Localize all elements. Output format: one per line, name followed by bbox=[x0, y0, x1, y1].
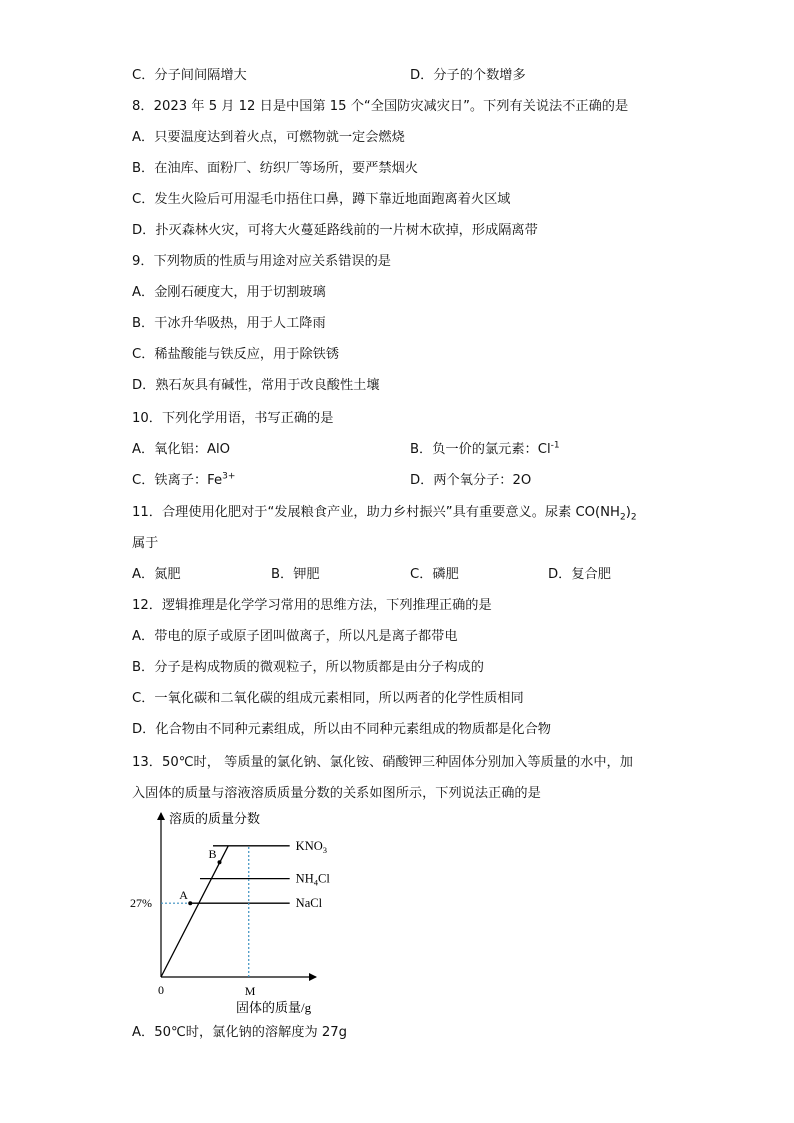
origin-label: 0 bbox=[158, 983, 164, 997]
y-axis-label: 溶质的质量分数 bbox=[169, 811, 261, 826]
q12-option-d: D．化合物由不同种元素组成，所以由不同种元素组成的物质都是化合物 bbox=[132, 722, 551, 737]
q9-option-d: D．熟石灰具有碱性，常用于改良酸性土壤 bbox=[132, 378, 380, 393]
q10-option-c-sup: 3+ bbox=[222, 471, 236, 482]
q9-option-a: A．金刚石硬度大，用于切割玻璃 bbox=[132, 285, 326, 300]
y-tick-label-27: 27% bbox=[130, 896, 152, 911]
q7-option-c: C．分子间间隔增大 bbox=[132, 68, 247, 83]
q11-option-a: A．氮肥 bbox=[132, 567, 181, 582]
q10-option-c bbox=[132, 472, 235, 490]
q13-stem-line1: 13．50℃时， 等质量的氯化钠、氯化铵、硝酸钾三种固体分别加入等质量的水中，加 bbox=[132, 755, 633, 770]
point-label-b: B bbox=[208, 847, 217, 862]
q12-option-a: A．带电的原子或原子团叫做离子，所以凡是离子都带电 bbox=[132, 629, 458, 644]
x-axis-label: 固体的质量/g bbox=[236, 1000, 312, 1015]
q12-stem: 12．逻辑推理是化学学习常用的思维方法，下列推理正确的是 bbox=[132, 598, 492, 613]
q10-option-b bbox=[410, 441, 560, 459]
q8-option-d: D．扑灭森林火灾，可将大火蔓延路线前的一片树木砍掉，形成隔离带 bbox=[132, 223, 538, 238]
q11-option-c: C．磷肥 bbox=[410, 567, 459, 582]
x-tick-label-m: M bbox=[244, 984, 256, 998]
q8-option-a: A．只要温度达到着火点，可燃物就一定会燃烧 bbox=[132, 130, 405, 145]
q10-option-b-sup: -1 bbox=[550, 440, 560, 451]
q11-stem-sub: 2 bbox=[619, 512, 626, 523]
q13-stem-line2: 入固体的质量与溶液溶质质量分数的关系如图所示，下列说法正确的是 bbox=[132, 786, 541, 801]
q9-stem: 9．下列物质的性质与用途对应关系错误的是 bbox=[132, 254, 391, 269]
q10-option-b-text: B．负一价的氯元素：Cl bbox=[410, 442, 551, 457]
q13-option-a: A．50℃时，氯化钠的溶解度为 27g bbox=[132, 1025, 348, 1040]
q10-option-d: D．两个氧分子：2O bbox=[410, 473, 532, 488]
series-label-2: NaCl bbox=[295, 896, 323, 911]
q10-stem: 10．下列化学用语，书写正确的是 bbox=[132, 411, 334, 426]
q8-option-b: B．在油库、面粉厂、纺织厂等场所，要严禁烟火 bbox=[132, 161, 418, 176]
q9-option-c: C．稀盐酸能与铁反应，用于除铁锈 bbox=[132, 347, 340, 362]
point-a bbox=[188, 901, 192, 905]
series-label-0: $KNO_3$ bbox=[295, 838, 328, 855]
q10-option-c-text: C．铁离子：Fe bbox=[132, 473, 223, 488]
point-b bbox=[217, 860, 221, 864]
q11-stem-sub2: 2 bbox=[630, 512, 637, 523]
q10-option-a: A．氧化铝：AlO bbox=[132, 442, 231, 457]
q12-option-b: B．分子是构成物质的微观粒子，所以物质都是由分子构成的 bbox=[132, 660, 484, 675]
q11-stem-part1: 11．合理使用化肥对于“发展粮食产业，助力乡村振兴”具有重要意义。尿素 CO(NH bbox=[132, 505, 620, 520]
q11-stem-part2: ) bbox=[625, 505, 631, 520]
q11-stem-line2: 属于 bbox=[132, 536, 159, 551]
series-label-1: $NH_4Cl$ bbox=[295, 871, 330, 888]
rising-line bbox=[161, 846, 228, 977]
q8-stem: 8．2023 年 5 月 12 日是中国第 15 个“全国防灾减灾日”。下列有关说法不正确的是 bbox=[132, 99, 629, 114]
solubility-chart bbox=[128, 805, 428, 1025]
q11-stem bbox=[132, 504, 637, 522]
q11-option-d: D．复合肥 bbox=[548, 567, 611, 582]
q12-option-c: C．一氧化碳和二氧化碳的组成元素相同，所以两者的化学性质相同 bbox=[132, 691, 524, 706]
q7-option-d: D．分子的个数增多 bbox=[410, 68, 526, 83]
q9-option-b: B．干冰升华吸热，用于人工降雨 bbox=[132, 316, 326, 331]
q11-option-b: B．钾肥 bbox=[271, 567, 320, 582]
point-label-a: A bbox=[179, 888, 188, 903]
q8-option-c: C．发生火险后可用湿毛巾捂住口鼻，蹲下靠近地面跑离着火区域 bbox=[132, 192, 511, 207]
